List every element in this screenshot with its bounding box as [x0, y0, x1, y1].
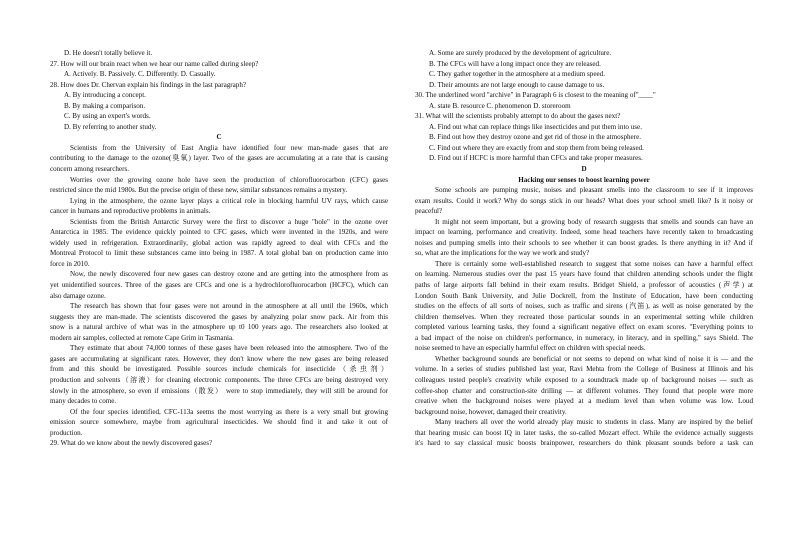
right-column	[415, 48, 753, 449]
right-paragraph-line: it's hard to say classical music boosts brainpower, researchers do think pleasant sounds before a task can	[415, 439, 753, 448]
left-paragraph-line: production.	[50, 428, 83, 437]
right-question-line: 30. The underlined word "archive" in Paragraph 6 is closest to the meaning of"____"	[415, 91, 656, 100]
right-paragraph-line: There is certainly some well-established research to suggest that some noises can have a harmful effect	[435, 259, 753, 268]
right-question-line: 31. What will the scientists probably attempt to do about the gases next?	[415, 112, 621, 121]
left-paragraph-line: also damage ozone.	[50, 291, 106, 300]
left-paragraph-line: from and this should be investigated. Possible sources include chemicals for insecticide（杀虫剂）	[50, 365, 388, 374]
left-paragraph-line: emission source somewhere, maybe from agricultural insecticides. We should find it and take it out of	[50, 418, 388, 427]
left-paragraph-line: modern air samples, collected at remote Cape Grim in Tasmania.	[50, 333, 234, 342]
right-paragraph-line: Whether background sounds are beneficial or not seems to depend on what kind of noise it is — and the	[435, 354, 753, 363]
left-heading: C	[216, 133, 222, 142]
left-option-line: B. By making a comparison.	[64, 101, 146, 110]
left-question-line: 28. How does Dr. Chervan explain his findings in the last paragraph?	[50, 80, 247, 89]
left-paragraph-line: suggests they are man-made. The scientists discovered the gases by analyzing polar snow pack. Air from this	[50, 312, 388, 321]
left-paragraph-line: Lying in the atmosphere, the ozone layer plays a critical role in blocking harmful UV rays, which cause	[70, 196, 388, 205]
right-paragraph-line: Some schools are pumping music, noises and pleasant smells into the classroom to see if it improves	[435, 186, 753, 195]
left-paragraph-line: They estimate that about 74,000 tonnes of these gases have been released into the atmosphere. Two of the	[70, 344, 388, 353]
left-paragraph-line: Now, the newly discovered four new gases can destroy ozone and are getting into the atmosphere from as	[70, 270, 388, 279]
right-paragraph-line: impact on learning, performance and creativity. Indeed, some head teachers have recently taken to broadcasting	[415, 228, 753, 237]
right-option-line: D. Their amounts are not large enough to cause damage to us.	[429, 80, 605, 89]
left-paragraph-line: widely used in refrigeration. Extraordinarily, global action was rapidly agreed to deal with CFCs and the	[50, 238, 388, 247]
left-column	[50, 48, 388, 449]
right-paragraph-line: studies on the effects of all sorts of noises, such as traffic and sirens (汽笛), as well as noise generated by the	[415, 302, 753, 311]
left-paragraph-line: yet unidentified sources. Three of the gases are CFCs and one is a hydrochlorofluorocarbon (HCFC), which can	[50, 281, 388, 290]
right-paragraph-line: noises and pumping smells into their schools to see whether it can boost grades. Is there anything in it? And if	[415, 238, 753, 247]
right-option-line: C. They gather together in the atmosphere at a medium speed.	[429, 70, 605, 79]
right-paragraph-line: children themselves. When they recreated those particular sounds in an experimental setting while children	[415, 312, 753, 321]
right-option-line: A. Some are surely produced by the development of agriculture.	[429, 49, 612, 57]
left-paragraph-line: Of the four species identified, CFC-113a seems the most worrying as there is a very small but growing	[70, 407, 388, 416]
right-paragraph-line: Many teachers all over the world already play music to students in class. Many are inspired by the belief	[435, 418, 753, 427]
left-option-line: C. By using an expert's words.	[64, 112, 151, 121]
left-paragraph-line: restricted since the mid 1980s. But the precise origin of these new, similar substances remains a mystery.	[50, 186, 348, 195]
right-paragraph-line: that hearing music can boost IQ in later tasks, the so-called Mozart effect. While the evidence actually suggests	[415, 428, 753, 437]
left-paragraph-line: cancer in humans and reproductive problems in animals.	[50, 207, 211, 216]
right-paragraph-line: peaceful?	[415, 207, 443, 216]
right-option-line: B. The CFCs will have a long impact once they are released.	[429, 59, 601, 68]
left-paragraph-line: snow is a natural archive of what was in the atmosphere up t0 100 years ago. The researchers also looked at	[50, 323, 388, 332]
right-option-line: A. Find out what can replace things like insecticides and put them into use.	[429, 122, 642, 131]
right-paragraph-line: London South Bank University, and Julie Dockrell, from the Institute of Education, have been conducting	[415, 291, 753, 300]
right-heading: D	[581, 165, 587, 174]
left-question-line: 27. How will our brain react when we hear our name called during sleep?	[50, 59, 259, 68]
right-paragraph-line: so, what are the implications for the way we work and study?	[415, 249, 590, 258]
left-option-line: A. Actively. B. Passively. C. Differently. D. Casually.	[64, 70, 216, 79]
right-paragraph-line: noise seemed to have an especially harmful effect on children with special needs.	[415, 344, 646, 353]
right-paragraph-line: colleagues tested people's creativity while exposed to a soundtrack made up of background noises — such as	[415, 375, 753, 384]
right-paragraph-line: volume. In a series of studies published last year, Ravi Mehta from the College of Business at Illinois and his	[415, 365, 753, 374]
right-heading: Hacking our senses to boost learning power	[518, 175, 650, 184]
left-paragraph-line: Montreal Protocol to limit these substances came into being in 1987. A total global ban on production came into	[50, 249, 388, 258]
right-option-line: C. Find out where they are exactly from and stop them from being released.	[429, 143, 644, 152]
left-question-line: 29. What do we know about the newly discovered gases?	[50, 439, 213, 448]
left-paragraph-line: contributing to the damage to the ozone(臭氧) layer. Two of the gases are accumulating at a rate that is causing	[50, 154, 388, 163]
left-paragraph-line: force in 2010.	[50, 259, 90, 268]
left-paragraph-line: Scientists from the British Antarctic Survey were the first to discover a huge "hole" in the ozone over	[70, 217, 388, 226]
left-paragraph-line: Scientists from the University of East Anglia have identified four new man-made gases that are	[70, 143, 388, 152]
left-paragraph-line: Antarctica in 1985. The evidence quickly pointed to CFC gases, which were invented in the 1920s, and were	[50, 228, 388, 237]
left-paragraph-line: gases are accumulating at significant rates. However, they don't know where the new gases are being released	[50, 354, 388, 363]
left-paragraph-line: The research has shown that four gases were not around in the atmosphere at all until the 1960s, which	[70, 302, 388, 311]
left-paragraph-line: many decades to come.	[50, 397, 117, 406]
left-paragraph-line: production and solvents（溶液）for cleaning electronic components. The three CFCs are being destroyed very	[50, 375, 388, 384]
right-paragraph-line: coffee-shop chatter and construction-site drilling — at different volumes. They found that people were more	[415, 386, 753, 395]
right-paragraph-line: on learning. Numerous studies over the past 15 years have found that children attending schools under the flight	[415, 270, 753, 279]
right-option-line: D. Find out if HCFC is more harmful than CFCs and take proper measures.	[429, 154, 643, 163]
left-option-line: D. By referring to another study.	[64, 122, 157, 131]
left-paragraph-line: concern among researchers.	[50, 165, 129, 174]
right-option-line: B. Find out how they destroy ozone and get rid of those in the atmosphere.	[429, 133, 641, 142]
right-paragraph-line: background noise, however, damaged their creativity.	[415, 407, 567, 416]
right-paragraph-line: creative when the background noises were played at a medium level than when volume was low. Loud	[415, 397, 753, 406]
right-paragraph-line: completed various learning tasks, they found a significant negative effect on exam scores. "Everything points to	[415, 323, 753, 332]
left-option-line: A. By introducing a concept.	[64, 91, 146, 100]
right-option-line: A. state B. resource C. phenomenon D. storeroom	[429, 101, 571, 110]
right-paragraph-line: exam results. Could it work? Why do songs stick in our heads? What does your school smell like? Is it noisy or	[415, 196, 753, 205]
left-paragraph-line: slowly in the atmosphere, so even if emissions（散发） were to stop immediately, they will still be around for	[50, 386, 388, 395]
right-paragraph-line: It might not seem important, but a growing body of research suggests that smells and sounds can have an	[435, 217, 753, 226]
right-paragraph-line: a bad impact of the noise on children's performance, in numeracy, in literacy, and in spelling," says Shield. The	[415, 333, 753, 342]
left-option-line: D. He doesn't totally believe it.	[64, 49, 153, 57]
right-paragraph-line: paths of large airports fall behind in their exam results. Bridget Shield, a professor of acoustics (声学) at	[415, 281, 753, 290]
left-paragraph-line: Worries over the growing ozone hole have seen the production of chlorofluorocarbon (CFC) gases	[70, 175, 388, 184]
